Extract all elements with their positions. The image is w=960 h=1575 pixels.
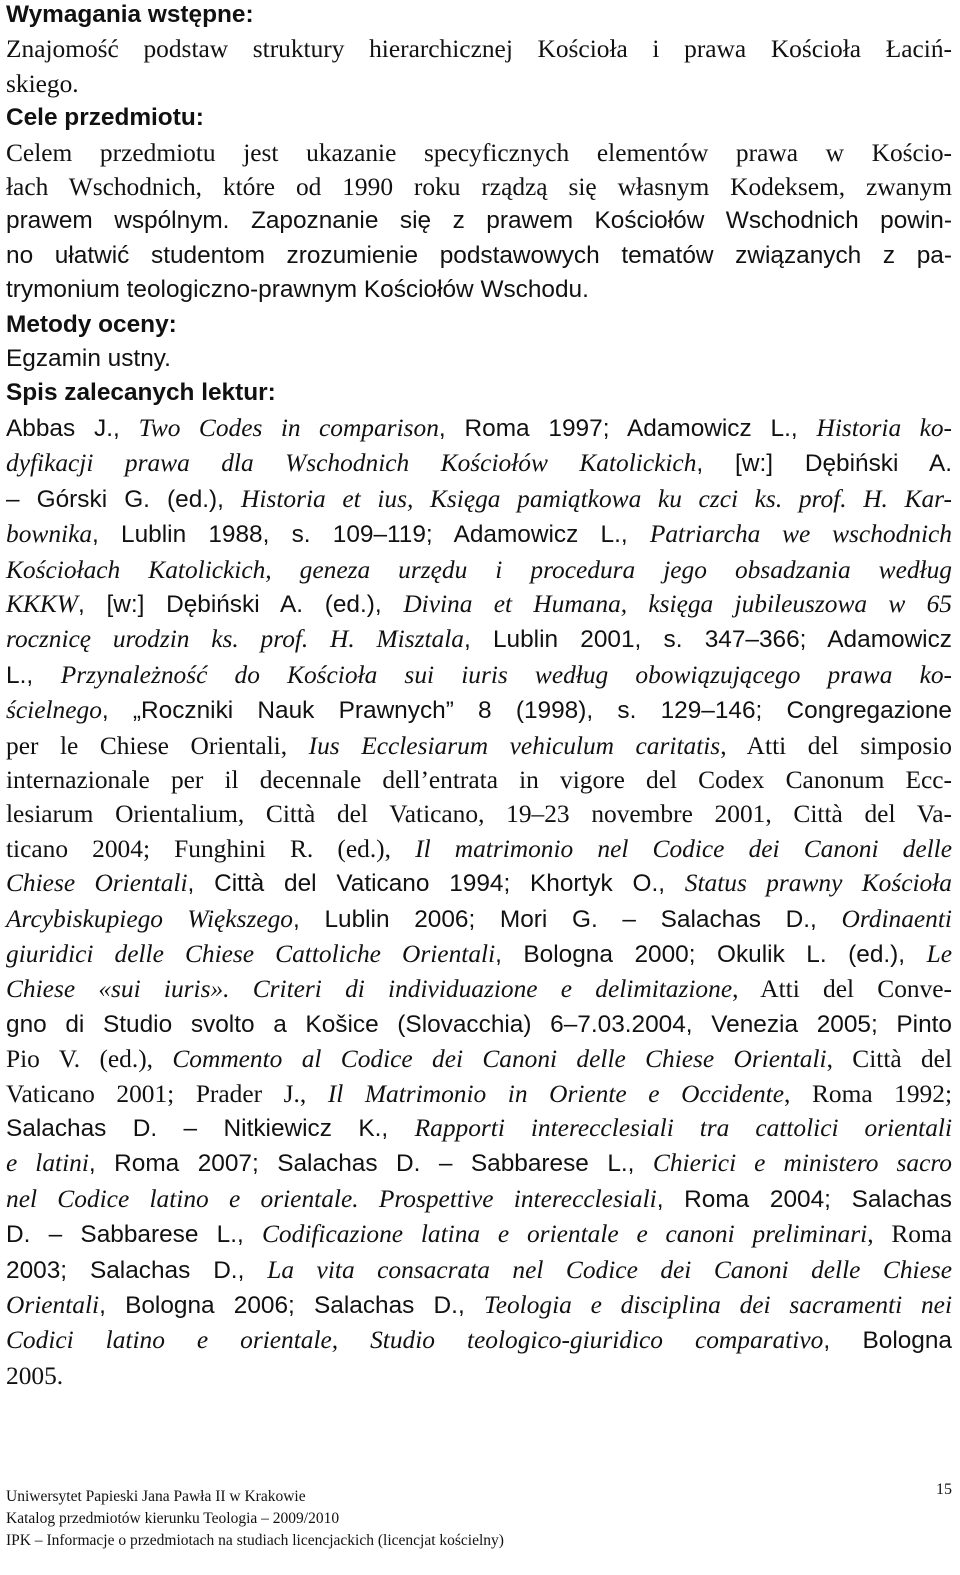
- cele-text: [6, 136, 952, 308]
- text-line: prawem wspólnym. Zapoznanie się z prawem Kościołów Wschodnich powin-: [6, 207, 952, 235]
- citation-text: Salachas D. – Nitkiewicz K.,: [6, 1115, 415, 1142]
- bibliography-line: [6, 482, 952, 517]
- bibliography-line: [6, 832, 952, 866]
- citation-text: , Bologna 2000; Okulik L. (ed.),: [495, 940, 927, 968]
- footer-catalog: Katalog przedmiotów kierunku Teologia – 2009/2010: [6, 1510, 340, 1527]
- bibliography-line: [6, 937, 952, 972]
- citation-text: Abbas J.,: [6, 414, 139, 442]
- citation-text: 2003; Salachas D.,: [6, 1256, 268, 1284]
- bibliography-line: [6, 729, 952, 763]
- citation-text: L.,: [6, 661, 61, 689]
- wymagania-text: [6, 32, 952, 101]
- citation-text: ticano 2004; Funghini R. (ed.),: [6, 834, 416, 863]
- bibliography-line: [6, 1288, 952, 1323]
- bibliography-line: [6, 1359, 952, 1393]
- citation-text: 2005.: [6, 1361, 64, 1390]
- citation-text: , Roma: [867, 1220, 952, 1249]
- title-text: ścielnego: [6, 696, 102, 725]
- bibliography-line: [6, 1042, 952, 1076]
- title-text: Kościołach Katolickich, geneza urzędu i procedura jego obsadzania według: [6, 555, 952, 584]
- footer-info: IPK – Informacje o przedmiotach na studiach licencjackich (licencjat kościelny): [6, 1532, 504, 1549]
- title-text: bownika: [6, 520, 93, 549]
- citation-text: , Atti del simposio: [720, 731, 952, 760]
- citation-text: , [w:] Dębiński A. (ed.),: [77, 590, 404, 618]
- citation-text: , Bologna: [823, 1327, 952, 1355]
- title-text: Przynależność do Kościoła sui iuris według obowiązującego prawa ko-: [60, 660, 952, 689]
- text-line: no ułatwić studentom zrozumienie podstawowych tematów związanych z pa-: [6, 241, 952, 269]
- metody-text: Egzamin ustny.: [6, 345, 171, 373]
- citation-text: , Lublin 2006; Mori G. – Salachas D.,: [293, 905, 842, 933]
- title-text: Le: [926, 939, 952, 968]
- citation-text: – Górski G. (ed.),: [6, 485, 242, 513]
- bibliography-line: [6, 446, 952, 481]
- title-text: Ordinaenti: [841, 904, 952, 933]
- title-text: KKKW: [6, 589, 78, 618]
- heading-wymagania: Wymagania wstępne:: [6, 1, 254, 28]
- title-text: giuridici delle Chiese Cattoliche Orientali: [6, 939, 496, 968]
- citation-text: D. – Sabbarese L.,: [6, 1221, 262, 1249]
- citation-text: Vaticano 2001; Prader J.,: [6, 1079, 328, 1108]
- title-text: dyfikacji prawa dla Wschodnich Kościołów Katolickich: [6, 449, 697, 478]
- heading-lektury: Spis zalecanych lektur:: [6, 379, 276, 407]
- citation-text: , Bologna 2006; Salachas D.,: [99, 1292, 484, 1320]
- text-line: Celem przedmiotu jest ukazanie specyficznych elementów prawa w Kościo-: [6, 138, 952, 167]
- footer-university: Uniwersytet Papieski Jana Pawła II w Krakowie: [6, 1488, 306, 1505]
- bibliography-line: [6, 797, 952, 831]
- bibliography-line: [6, 1253, 952, 1288]
- bibliography-line: [6, 1146, 952, 1181]
- bibliography-line: [6, 693, 952, 728]
- title-text: Il Matrimonio in Oriente e Occidente: [327, 1079, 785, 1108]
- citation-text: per le Chiese Orientali,: [6, 731, 309, 760]
- title-text: Codificazione latina e orientale e canoni preliminari: [262, 1220, 868, 1249]
- text-line: skiego.: [6, 69, 79, 98]
- heading-cele: Cele przedmiotu:: [6, 104, 204, 132]
- text-line: trymonium teologiczno-prawnym Kościołów Wschodu.: [6, 276, 589, 304]
- bibliography-line: [6, 1323, 952, 1358]
- document-body: [6, 0, 952, 1393]
- title-text: La vita consacrata nel Codice dei Canoni delle Chiese: [267, 1255, 952, 1284]
- bibliography-line: [6, 517, 952, 552]
- page-number: 15: [936, 1481, 952, 1498]
- bibliography-line: [6, 1182, 952, 1217]
- title-text: Chiese «sui iuris». Criteri di individuazione e delimitazione: [6, 975, 733, 1004]
- bibliography-line: [6, 1007, 952, 1042]
- citation-text: , [w:] Dębiński A.: [696, 450, 952, 478]
- bibliography-line: [6, 902, 952, 937]
- title-text: Chierici e ministero sacro: [652, 1149, 952, 1178]
- citation-text: internazionale per il decennale dell’entrata in vigore del Codex Canonum Ecc-: [6, 765, 952, 794]
- citation-text: , Roma 2007; Salachas D. – Sabbarese L.,: [88, 1150, 653, 1178]
- title-text: Commento al Codice dei Canoni delle Chiese Orientali: [172, 1045, 827, 1074]
- citation-text: , Città del: [826, 1045, 952, 1074]
- title-text: Il matrimonio nel Codice dei Canoni delle: [415, 834, 952, 863]
- title-text: Codici latino e orientale, Studio teologico-giuridico comparativo: [6, 1326, 824, 1355]
- citation-text: , Atti del Conve-: [732, 975, 953, 1004]
- citation-text: lesiarum Orientalium, Città del Vaticano, 19–23 novembre 2001, Città del Va-: [6, 800, 952, 829]
- title-text: Historia ko-: [816, 413, 952, 442]
- heading-metody: Metody oceny:: [6, 310, 177, 338]
- title-text: Orientali: [6, 1291, 100, 1320]
- title-text: Patriarcha we wschodnich: [649, 520, 952, 549]
- title-text: e latini: [6, 1149, 89, 1178]
- text-line: łach Wschodnich, które od 1990 roku rządzą się własnym Kodeksem, zwanym: [6, 173, 952, 202]
- bibliography-line: [6, 1217, 952, 1252]
- bibliography-line: [6, 411, 952, 446]
- bibliography-line: [6, 866, 952, 901]
- title-text: Rapporti interecclesiali tra cattolici orientali: [414, 1114, 952, 1142]
- citation-text: , Roma 1997; Adamowicz L.,: [438, 414, 817, 442]
- title-text: Chiese Orientali: [6, 869, 188, 898]
- citation-text: , Lublin 1988, s. 109–119; Adamowicz L.,: [92, 521, 650, 549]
- title-text: Two Codes in comparison: [138, 413, 439, 442]
- title-text: Ius Ecclesiarum vehiculum caritatis: [308, 731, 721, 760]
- citation-text: , Città del Vaticano 1994; Khortyk O.,: [187, 870, 685, 898]
- title-text: Arcybiskupiego Większego: [6, 904, 293, 933]
- bibliography-line: [6, 1111, 952, 1146]
- citation-text: Pio V. (ed.),: [6, 1045, 173, 1074]
- citation-text: , Roma 1992;: [784, 1079, 952, 1108]
- title-text: Historia et ius, Księga pamiątkowa ku czci ks. prof. H. Kar-: [241, 484, 952, 513]
- title-text: rocznicę urodzin ks. prof. H. Misztala: [6, 625, 464, 654]
- bibliography-line: [6, 658, 952, 693]
- citation-text: gno di Studio svolto a Košice (Slovacchia) 6–7.03.2004, Venezia 2005; Pinto: [6, 1010, 952, 1038]
- citation-text: , Roma 2004; Salachas: [656, 1185, 952, 1213]
- title-text: Status prawny Kościoła: [684, 869, 952, 898]
- title-text: nel Codice latino e orientale. Prospettive interecclesiali: [6, 1184, 657, 1213]
- title-text: Divina et Humana, księga jubileuszowa w 65: [403, 589, 952, 618]
- bibliography-line: [6, 587, 952, 622]
- title-text: Teologia e disciplina dei sacramenti nei: [483, 1291, 952, 1320]
- bibliography-line: [6, 553, 952, 587]
- text-line: Znajomość podstaw struktury hierarchicznej Kościoła i prawa Kościoła Łaciń-: [6, 35, 952, 64]
- bibliography-line: [6, 1077, 952, 1111]
- bibliography-line: [6, 763, 952, 797]
- footer: [6, 1486, 952, 1552]
- bibliography-line: [6, 972, 952, 1006]
- bibliography-line: [6, 622, 952, 657]
- lektury-list: [6, 411, 952, 1393]
- citation-text: , Lublin 2001, s. 347–366; Adamowicz: [464, 626, 952, 654]
- citation-text: , „Roczniki Nauk Prawnych” 8 (1998), s. 129–146; Congregazione: [101, 697, 952, 725]
